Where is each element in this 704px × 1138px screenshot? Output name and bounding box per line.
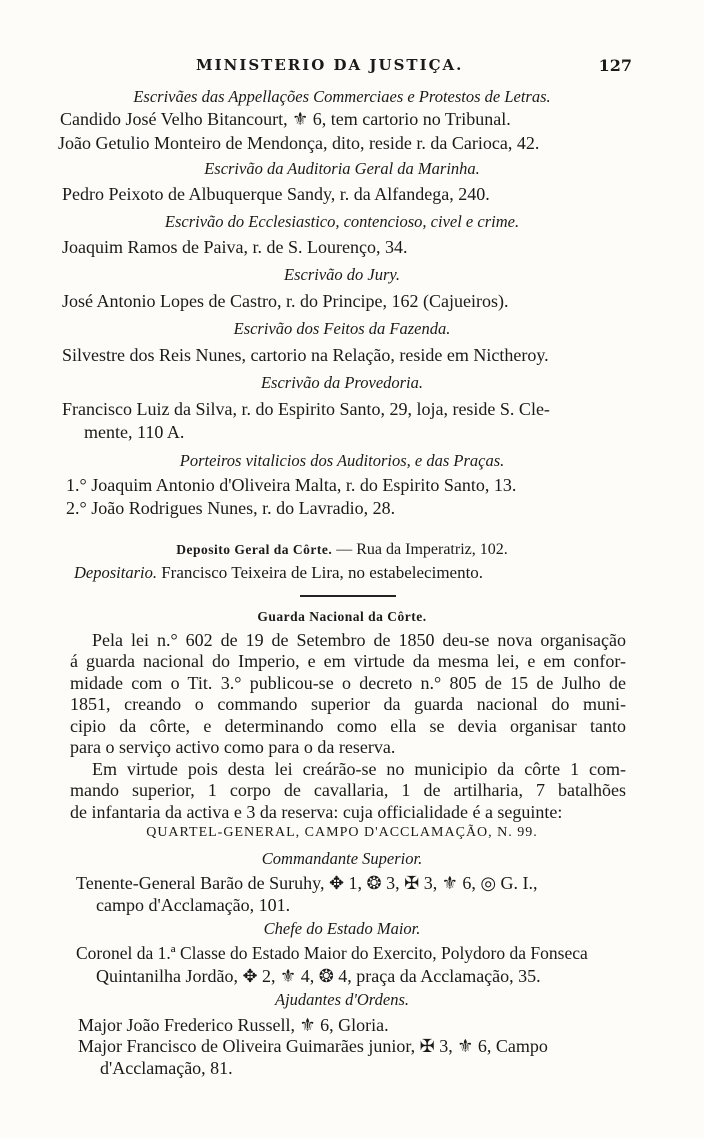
deposito-address: — Rua da Imperatriz, 102.: [332, 541, 508, 558]
paragraph-line: Pela lei n.° 602 de 19 de Setembro de 1850 deu-se nova organisação: [92, 630, 626, 650]
section-divider: [300, 595, 396, 597]
deposito-line: [60, 539, 624, 561]
section-heading: Escrivães das Appellações Commerciaes e Protestos de Letras.: [133, 87, 551, 106]
paragraph-line: Em virtude pois desta lei creárão-se no municipio da côrte 1 com-: [92, 759, 626, 779]
quartel-general: QUARTEL-GENERAL, CAMPO D'ACCLAMAÇÃO, N. 99.: [146, 825, 538, 840]
entry-line: Major João Frederico Russell, ⚜ 6, Gloria.: [78, 1015, 389, 1035]
page-number: 127: [598, 56, 632, 75]
paragraph-line: 1851, creando o commando superior da guarda nacional do muni-: [70, 694, 626, 715]
paragraph-line: á guarda nacional do Imperio, e em virtude da mesma lei, e em confor-: [70, 651, 626, 672]
section-heading: Porteiros vitalicios dos Auditorios, e das Praças.: [179, 451, 505, 470]
entry-line: Quintanilha Jordão, ✥ 2, ⚜ 4, ❂ 4, praça da Acclamação, 35.: [96, 966, 541, 986]
depositario-label: Depositario.: [74, 563, 157, 582]
deposito-title: Deposito Geral da Côrte.: [176, 542, 333, 557]
page-title: MINISTERIO DA JUSTIÇA.: [196, 56, 464, 74]
section-heading: Escrivão da Auditoria Geral da Marinha.: [204, 159, 480, 178]
paragraph-line: cipio da côrte, e determinando como ella se devia organisar tanto: [70, 715, 626, 736]
paragraph-line: mando superior, 1 corpo de cavallaria, 1 de artilharia, 7 batalhões: [70, 780, 626, 801]
section-heading: Escrivão do Jury.: [284, 265, 400, 284]
entry-line: Joaquim Ramos de Paiva, r. de S. Lourenço, 34.: [62, 237, 408, 257]
entry-line: Coronel da 1.ª Classe do Estado Maior do Exercito, Polydoro da Fonseca: [76, 943, 588, 963]
section-heading: Escrivão do Ecclesiastico, contencioso, civel e crime.: [164, 212, 520, 231]
guarda-title: Guarda Nacional da Côrte.: [257, 609, 427, 624]
entry-line: Major Francisco de Oliveira Guimarães junior, ✠ 3, ⚜ 6, Campo: [78, 1036, 548, 1056]
section-heading: Chefe do Estado Maior.: [263, 919, 421, 938]
entry-line: Tenente-General Barão de Suruhy, ✥ 1, ❂ 3, ✠ 3, ⚜ 6, ◎ G. I.,: [76, 873, 538, 893]
section-heading: Commandante Superior.: [261, 849, 423, 868]
entry-line: Francisco Luiz da Silva, r. do Espirito Santo, 29, loja, reside S. Cle-: [62, 399, 550, 419]
entry-line: José Antonio Lopes de Castro, r. do Principe, 162 (Cajueiros).: [62, 291, 509, 311]
entry-line: Candido José Velho Bitancourt, ⚜ 6, tem cartorio no Tribunal.: [60, 109, 511, 129]
paragraph: [70, 759, 626, 823]
entry-line: Pedro Peixoto de Albuquerque Sandy, r. da Alfandega, 240.: [62, 184, 490, 204]
section-heading: Escrivão dos Feitos da Fazenda.: [233, 319, 451, 338]
paragraph: [70, 630, 626, 758]
depositario-line: [74, 562, 483, 584]
depositario-text: Francisco Teixeira de Lira, no estabelecimento.: [156, 563, 484, 582]
paragraph-line: midade com o Tit. 3.° publicou-se o decreto n.° 805 de 15 de Julho de: [70, 672, 626, 693]
section-heading: Escrivão da Provedoria.: [260, 373, 424, 392]
entry-line: João Getulio Monteiro de Mendonça, dito, reside r. da Carioca, 42.: [58, 133, 540, 153]
paragraph-line: de infantaria da activa e 3 da reserva: cuja officialidade é a seguinte:: [70, 801, 563, 822]
section-heading: Ajudantes d'Ordens.: [275, 990, 409, 1009]
entry-line: Silvestre dos Reis Nunes, cartorio na Relação, reside em Nictheroy.: [62, 345, 549, 365]
entry-line: campo d'Acclamação, 101.: [96, 895, 291, 915]
entry-line: 2.° João Rodrigues Nunes, r. do Lavradio, 28.: [66, 498, 396, 518]
entry-line: mente, 110 A.: [84, 422, 185, 442]
running-header: [0, 56, 704, 80]
paragraph-line: para o serviço activo como para o da reserva.: [70, 737, 396, 758]
entry-line: d'Acclamação, 81.: [100, 1058, 233, 1078]
entry-line: 1.° Joaquim Antonio d'Oliveira Malta, r. do Espirito Santo, 13.: [66, 475, 517, 495]
